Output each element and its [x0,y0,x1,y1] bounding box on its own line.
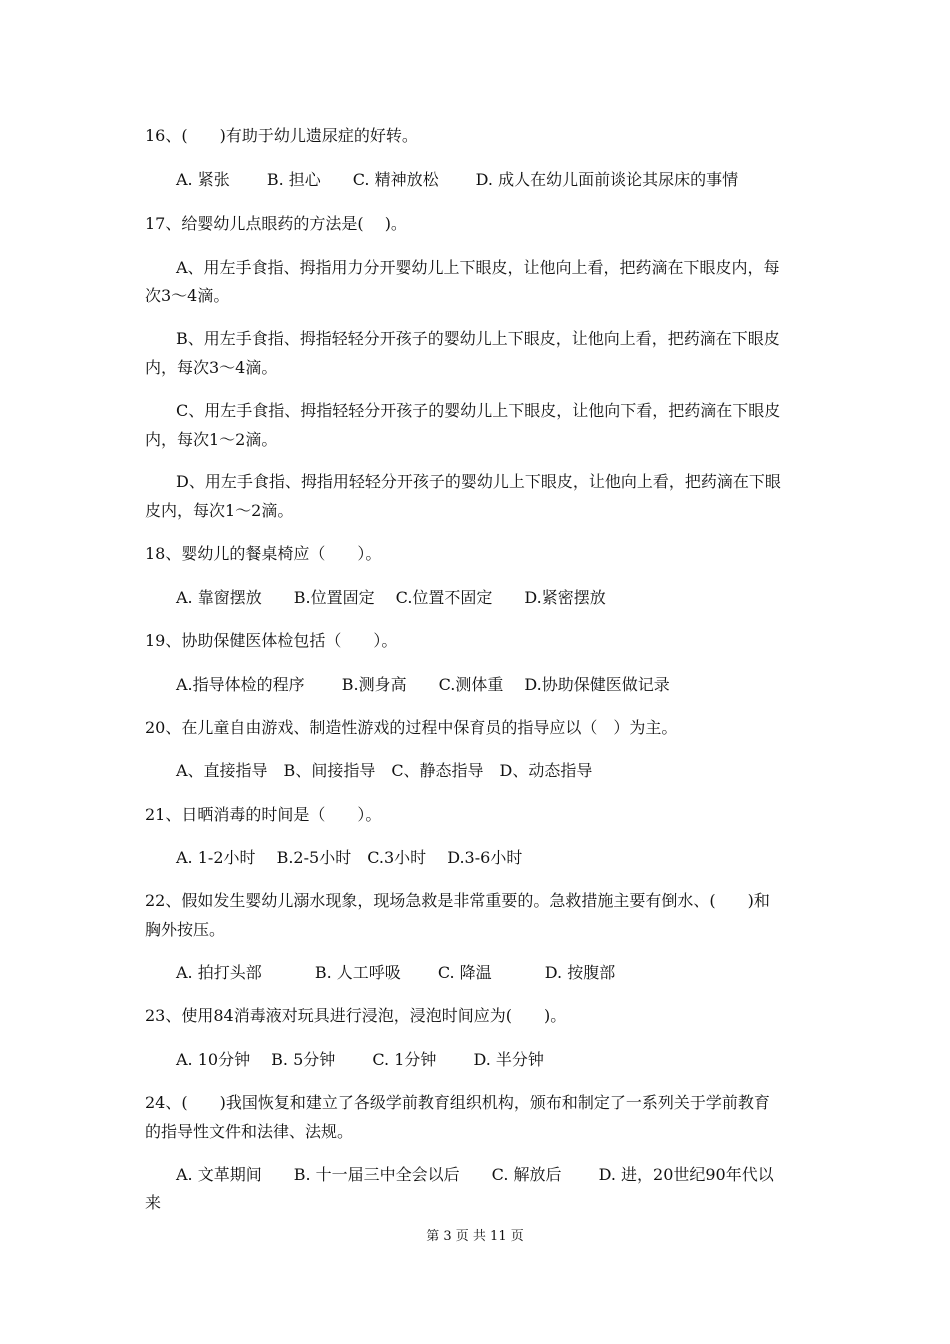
question-24-stem-line2: 的指导性文件和法律、法规。 [145,1122,354,1141]
question-23-stem: 23、使用84消毒液对玩具进行浸泡，浸泡时间应为( )。 [145,1006,567,1025]
question-18-options: A. 靠窗摆放 B.位置固定 C.位置不固定 D.紧密摆放 [176,588,606,607]
question-22-options: A. 拍打头部 B. 人工呼吸 C. 降温 D. 按腹部 [176,963,616,982]
question-17-option-d-line2: 皮内，每次1～2滴。 [145,501,294,520]
question-23-options: A. 10分钟 B. 5分钟 C. 1分钟 D. 半分钟 [176,1050,544,1069]
question-17-option-a-line1: A、用左手食指、拇指用力分开婴幼儿上下眼皮，让他向上看，把药滴在下眼皮内，每 [176,258,780,277]
question-17-stem: 17、给婴幼儿点眼药的方法是( )。 [145,214,407,233]
question-18-stem: 18、婴幼儿的餐桌椅应（ ）。 [145,544,382,563]
question-22-stem-line1: 22、假如发生婴幼儿溺水现象，现场急救是非常重要的。急救措施主要有倒水、( )和 [145,891,770,910]
question-17-option-a-line2: 次3～4滴。 [145,286,230,305]
question-21-options: A. 1-2小时 B.2-5小时 C.3小时 D.3-6小时 [176,848,523,867]
question-24-options-line2: 来 [145,1193,162,1212]
question-17-option-c-line1: C、用左手食指、拇指轻轻分开孩子的婴幼儿上下眼皮，让他向下看，把药滴在下眼皮 [176,401,781,420]
question-17-option-c-line2: 内，每次1～2滴。 [145,430,278,449]
question-20-options: A、直接指导 B、间接指导 C、静态指导 D、动态指导 [176,761,593,780]
page-number-footer: 第 3 页 共 11 页 [426,1229,524,1244]
question-17-option-d-line1: D、用左手食指、拇指用轻轻分开孩子的婴幼儿上下眼皮，让他向上看，把药滴在下眼 [176,472,781,491]
question-24-stem-line1: 24、( )我国恢复和建立了各级学前教育组织机构，颁布和制定了一系列关于学前教育 [145,1093,770,1112]
question-17-option-b-line1: B、用左手食指、拇指轻轻分开孩子的婴幼儿上下眼皮，让他向上看，把药滴在下眼皮 [176,329,780,348]
question-17-option-b-line2: 内，每次3～4滴。 [145,358,278,377]
question-20-stem: 20、在儿童自由游戏、制造性游戏的过程中保育员的指导应以（ ）为主。 [145,718,678,737]
question-16-options: A. 紧张 B. 担心 C. 精神放松 D. 成人在幼儿面前谈论其尿床的事情 [176,170,739,189]
question-19-options: A.指导体检的程序 B.测身高 C.测体重 D.协助保健医做记录 [176,675,670,694]
question-24-options-line1: A. 文革期间 B. 十一届三中全会以后 C. 解放后 D. 进，20世纪90年代以 [176,1165,774,1184]
question-19-stem: 19、协助保健医体检包括（ ）。 [145,631,398,650]
question-16-stem: 16、( )有助于幼儿遗尿症的好转。 [145,126,418,145]
question-22-stem-line2: 胸外按压。 [145,920,226,939]
question-21-stem: 21、日晒消毒的时间是（ ）。 [145,805,382,824]
